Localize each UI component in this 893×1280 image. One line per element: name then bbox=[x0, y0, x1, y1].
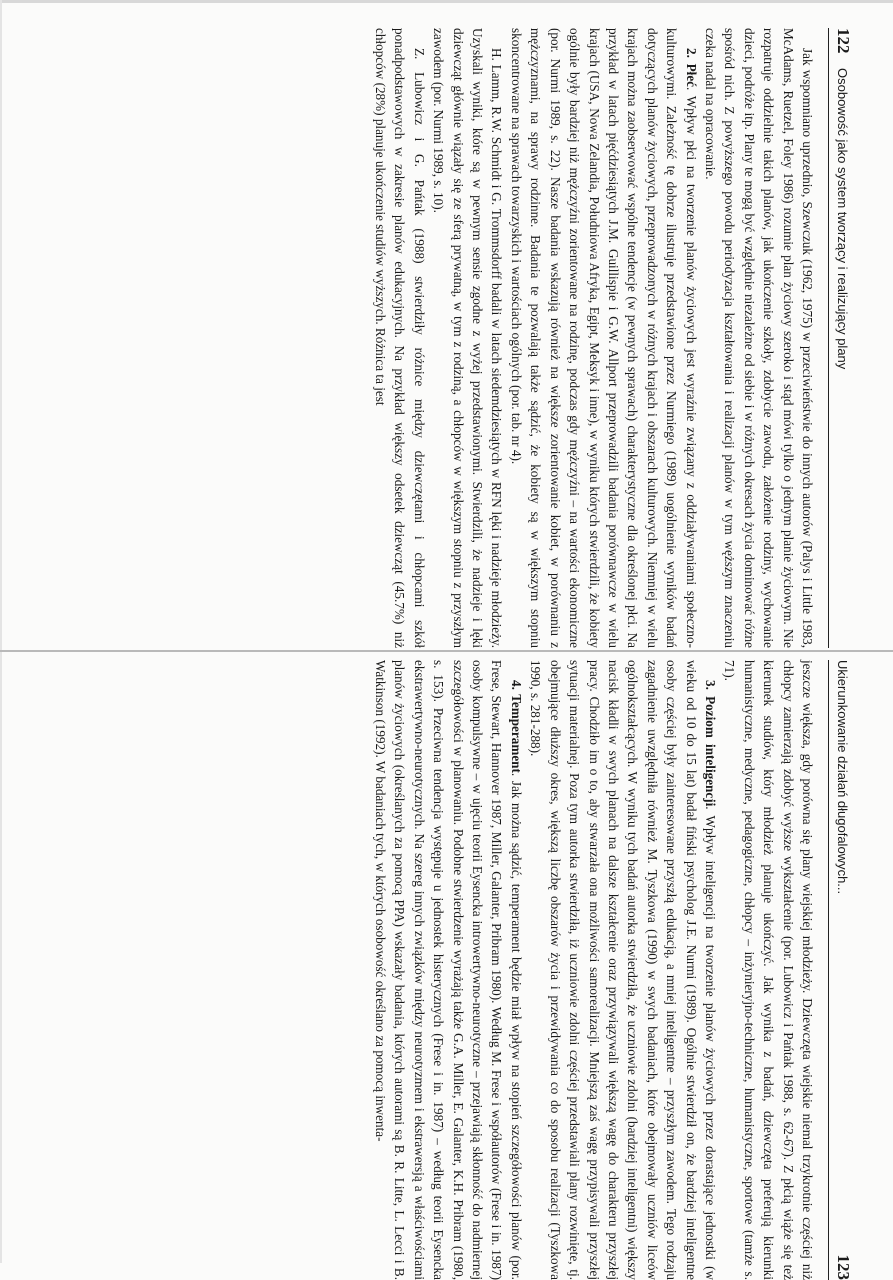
page-number: 123 bbox=[833, 1255, 853, 1280]
paragraph: 2. Płeć. Wpływ płci na tworzenie planów życiowych jest wyraźnie związany z oddziaływaniami społeczno-kulturowymi. Zależność tę dobrze ilustruje przedstawione przez Nurmiego (1989) uogólnienie wyników badań dotyczących planów życiowych, przeprowadzonych w różnych krajach i obszarach kulturowych. Niemniej w wielu krajach można zaobserwować wspólne tendencje (w pewnych sprawach) charakterystyczne dla określonej płci. Na przykład w latach pięćdziesiątych J.M. Guillispie i G.W. Allport przeprowadzili badania porównawcze w wielu krajach (USA, Nowa Zelandia, Południowa Afryka, Egipt, Meksyk i inne), w wyniku których stwierdzili, że kobiety ogólnie były bardziej niż mężczyźni zorientowane na rodzinę, podczas gdy mężczyźni – na wartości ekonomiczne (por. Nurmi 1989, s. 22). Nasze badania wskazują również na większe zorientowanie kobiet, w porównaniu z mężczyznami, na sprawy rodzinne. Badania te pozwalają także sądzić, że kobiety są w większym stopniu skoncentrowane na sprawach towarzyskich i wartościach ogólnych (por. tab. nr 4). bbox=[507, 28, 701, 648]
paragraph: 3. Poziom inteligencji. Wpływ inteligencji na tworzenie planów życiowych przez dorastające jednostki (w wieku od 10 do 15 lat) badał fiński psycholog J.E. Nurmi (1989). Ogólnie stwierdził on, że bardziej inteligentne osoby częściej były zainteresowane przyszłą edukacją, a mniej inteligentne – przyszłym zawodem. Tego rodzaju zagadnienie uwzględniła również M. Tyszkowa (1990) w swych badaniach, które obejmowały uczniów liceów ogólnokształcących. W wyniku tych badań autorka stwierdziła, że uczniowie zdolni (bardziej inteligentni) większy nacisk kładli w swych planach na dalsze kształcenie oraz przywiązywali większą wagę do charakteru przyszłej pracy. Chodziło im o to, aby stwarzała ona możliwości samorealizacji. Mniejszą zaś wagę przypisywali przyszłej sytuacji materialnej. Poza tym autorka stwierdziła, iż uczniowie zdolni częściej przedstawiali plany rozwinięte, tj. obejmujące dłuższy okres, większą liczbę obszarów życia i przewidywania co do sposobu realizacji (Tyszkowa 1990, s. 281-288). bbox=[526, 660, 720, 1280]
scan-edge-left bbox=[0, 0, 2, 1263]
page-123 bbox=[65, 660, 855, 1280]
page-body bbox=[371, 660, 817, 1280]
page-122 bbox=[140, 28, 855, 648]
page-header bbox=[828, 28, 855, 648]
paragraph: Jak wspomniano uprzednio, Szewczuk (1962, 1975) w przeciwieństwie do innych autorów (Palys i Little 1983, McAdams, Ruetzel, Foley 1986) rozumie plan życiowy szeroko i stąd mówi tylko o jednym planie życiowym. Nie rozpatruje oddzielnie takich planów, jak ukończenie szkoły, zdobycie zawodu, założenie rodziny, wychowanie dzieci, podróże itp. Plany te mogą być względnie niezależne od siebie i w różnych okresach życia dominować różne spośród nich. Z powyższego powodu periodyzacja kształtowania i realizacji planów w tym węższym znaczeniu czeka nadal na opracowanie. bbox=[701, 28, 817, 648]
page-number: 122 bbox=[833, 28, 853, 54]
paragraph: 4. Temperament. Jak można sądzić, temperament będzie miał wpływ na stopień szczegółowości planów (por. Frese, Stewart, Hannover 1987, Miller, Galanter, Pribram 1980). Według M. Frese i współautorów (Frese i in. 1987) osoby kompulsywne – w ujęciu teorii Eysencka introwertywno-neurotyczne – przejawiają skłonność do nadmiernej szczegółowości w planowaniu. Podobne stwierdzenie wyrażają także G.A. Miller, E. Galanter, K.H. Pribram (1980, s. 153). Przeciwna tendencja występuje u jednostek histerycznych (Frese i in. 1987) – według teorii Eysencka ekstrawertywno-neurotycznych. Na szereg innych związków między neurotyzmem i ekstrawersją a właściwościami planów życiowych (określanych za pomocą PPA) wskazały badania, których autorami są B. R. Litte, L. Lecci i B. Watkinson (1992). W badaniach tych, w których osobowość określano za pomocą inwenta- bbox=[371, 660, 526, 1280]
running-head: Ukierunkowanie działań długofalowych... bbox=[835, 660, 850, 894]
scan-edge-top bbox=[0, 0, 893, 3]
book-gutter bbox=[0, 650, 893, 652]
paragraph: jeszcze większa, gdy porówna się plany wiejskiej młodzieży. Dziewczęta wiejskie niemal trzykrotnie częściej niż chłopcy zamierzają zdobyć wyższe wykształcenie (por. Lubowicz i Pańtak 1988, s. 62-67). Z płcią wiąże się też kierunek studiów, który młodzież planuje ukończyć. Jak wynika z badań, dziewczęta preferują kierunki humanistyczne, medyczne, pedagogiczne, chłopcy – inżynieryjno-techniczne, humanistyczne, sportowe (tamże s. 71). bbox=[720, 660, 817, 1280]
paragraph: Z. Lubowicz i G. Pańtak (1988) stwierdziły różnice między dziewczętami i chłopcami szkół ponadpodstawowych w zakresie planów edukacyjnych. Na przykład większy odsetek dziewcząt (45.7%) niż chłopców (28%) planuje ukończenie studiów wyższych. Różnica ta jest bbox=[371, 28, 429, 648]
page-header bbox=[828, 660, 855, 1280]
running-head: Osobowość jako system tworzący i realizujący plany bbox=[835, 68, 850, 369]
page-body bbox=[371, 28, 817, 648]
paragraph: H. Lamm, R.W. Schmidt i G. Trommsdorff badali w latach siedemdziesiątych w RFN lęki i nadzieje młodzieży. Uzyskali wyniki, które są w pewnym sensie zgodne z wyżej przedstawionymi. Stwierdzili, że nadzieje i lęki dziewcząt głównie wiązały się ze sferą prywatną, w tym z rodziną, a chłopców w większym stopniu z przyszłym zawodem (por. Nurmi 1989, s. 10). bbox=[429, 28, 507, 648]
